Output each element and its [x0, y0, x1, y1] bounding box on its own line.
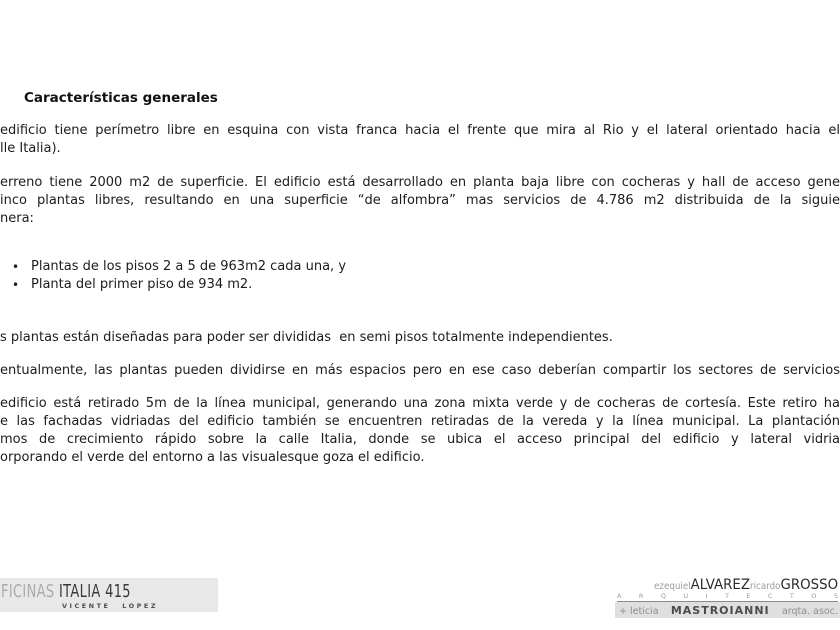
footer-associate-bar [615, 602, 840, 618]
footer-location: VICENTE LOPEZ [62, 602, 159, 610]
associate-prefix: + leticia [619, 606, 659, 617]
paragraph-line: edificio está retirado 5m de la línea municipal, generando una zona mixta verde y de cocheras de cortesía. Este retiro ha [0, 396, 840, 411]
footer-brand [1, 582, 131, 602]
architect2-last-name: GROSSO [780, 577, 838, 593]
paragraph-line: e las fachadas vidriadas del edificio también se encuentren retiradas de la vereda y la línea municipal. La plantación [0, 414, 840, 429]
paragraph-line: orporando el verde del entorno a las visualesque goza el edificio. [0, 450, 425, 465]
list-item [0, 258, 840, 276]
list-item-text: Planta del primer piso de 934 m2. [31, 277, 253, 292]
associate-name: MASTROIANNI [670, 604, 770, 617]
footer-brand-strong: ITALIA 415 [54, 581, 131, 602]
paragraph-line: entualmente, las plantas pueden dividirse en más espacios pero en ese caso deberían compartir los sectores de servicios [0, 363, 840, 378]
architect1-first-name: ezequiel [653, 581, 691, 592]
page-title: Características generales [24, 90, 218, 106]
paragraph-line: mos de crecimiento rápido sobre la calle Italia, donde se ubica el acceso principal del edificio y lateral vidria [0, 432, 840, 447]
architect1-last-name: ALVAREZ [690, 577, 750, 593]
paragraph-line: nera: [0, 211, 34, 226]
list-item-text: Plantas de los pisos 2 a 5 de 963m2 cada una, y [31, 259, 347, 274]
paragraph-line: inco plantas libres, resultando en una superficie “de alfombra” mas servicios de 4.786 m2 distribuida de la siguie [0, 193, 840, 208]
bullet-icon: • [12, 260, 20, 274]
paragraph-line: erreno tiene 2000 m2 de superficie. El edificio está desarrollado en planta baja libre con cocheras y hall de acceso gene [0, 175, 840, 190]
paragraph-line: edificio tiene perímetro libre en esquina con vista franca hacia el frente que mira al Rio y el lateral orientado hacia el [0, 123, 840, 138]
paragraph-line: s plantas están diseñadas para poder ser divididas en semi pisos totalmente independientes. [0, 330, 613, 345]
paragraph-line: lle Italia). [0, 141, 61, 156]
list-item [0, 276, 840, 294]
architect2-first-name: ricardo [749, 581, 781, 592]
footer-studio-label: A R Q U I T E C T O S [617, 592, 838, 600]
footer-brand-muted: FICINAS [1, 581, 55, 602]
bullet-icon: • [12, 278, 20, 292]
associate-suffix: arqta. asoc. [781, 606, 838, 617]
